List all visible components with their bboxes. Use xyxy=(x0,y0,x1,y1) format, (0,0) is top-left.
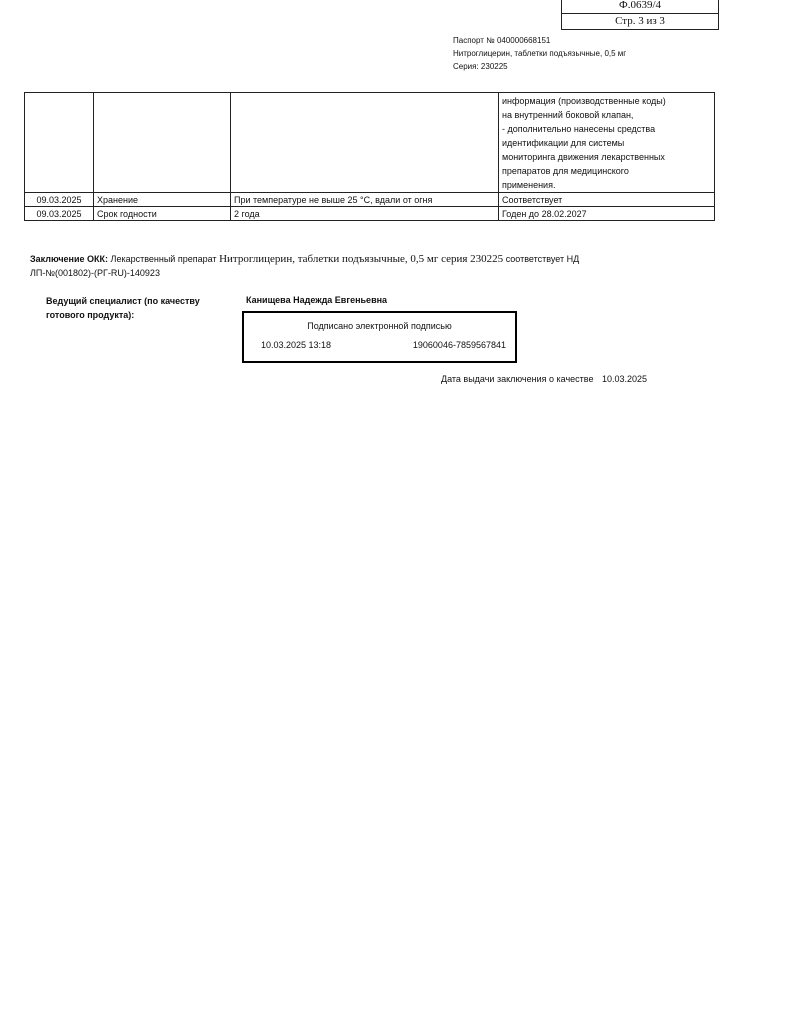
specialist-name: Канищева Надежда Евгеньевна xyxy=(246,295,388,305)
continued-line: информация (производственные коды) xyxy=(502,96,666,106)
specialist-label-line: готового продукта): xyxy=(46,310,135,320)
row-norm: 2 года xyxy=(231,207,499,221)
continued-line: применения. xyxy=(502,180,556,190)
table-row xyxy=(25,207,715,221)
row-indicator: Хранение xyxy=(94,193,231,207)
row-date: 09.03.2025 xyxy=(25,207,94,221)
row-date: 09.03.2025 xyxy=(25,193,94,207)
row-result: Годен до 28.02.2027 xyxy=(499,207,715,221)
table-row-continued xyxy=(25,93,715,193)
conclusion xyxy=(30,251,730,281)
table-row xyxy=(25,193,715,207)
continued-line: идентификации для системы xyxy=(502,138,625,148)
form-code-box xyxy=(561,0,719,30)
row-result: Соответствует xyxy=(499,193,715,207)
signature-datetime: 10.03.2025 13:18 xyxy=(261,340,332,350)
conclusion-label: Заключение ОКК: xyxy=(30,254,109,264)
conclusion-text-c: соответствует НД xyxy=(505,254,580,264)
continued-line: - дополнительно нанесены средства xyxy=(502,124,656,134)
passport-series: Серия: 230225 xyxy=(453,62,508,71)
specialist-label-line: Ведущий специалист (по качеству xyxy=(46,296,200,306)
issue-label: Дата выдачи заключения о качестве xyxy=(441,374,594,384)
signature-code: 19060046-7859567841 xyxy=(412,340,506,350)
issue-date: 10.03.2025 xyxy=(601,374,648,384)
passport-number: Паспорт № 040000668151 xyxy=(453,36,551,45)
signature-title: Подписано электронной подписью xyxy=(307,321,452,331)
conclusion-reg-number: ЛП-№(001802)-(РГ-RU)-140923 xyxy=(30,268,160,278)
continued-line: препаратов для медицинского xyxy=(502,166,629,176)
passport-header xyxy=(453,34,626,73)
passport-product: Нитроглицерин, таблетки подъязычные, 0,5 мг xyxy=(453,49,627,58)
row-indicator: Срок годности xyxy=(94,207,231,221)
quality-table xyxy=(24,92,715,221)
continued-cell xyxy=(499,93,715,193)
specialist-label xyxy=(46,294,226,322)
continued-line: мониторинга движения лекарственных xyxy=(502,152,665,162)
continued-line: на внутренний боковой клапан, xyxy=(502,110,634,120)
conclusion-product: Нитроглицерин, таблетки подъязычные, 0,5 мг серия 230225 xyxy=(219,253,504,265)
conclusion-text-a: Лекарственный препарат xyxy=(110,254,217,264)
issue-date-line xyxy=(441,374,647,384)
row-norm: При температуре не выше 25 °С, вдали от огня xyxy=(231,193,499,207)
electronic-signature-stamp xyxy=(242,311,517,363)
page-number: Стр. 3 из 3 xyxy=(615,15,665,27)
form-code: Ф.0639/4 xyxy=(562,0,718,14)
